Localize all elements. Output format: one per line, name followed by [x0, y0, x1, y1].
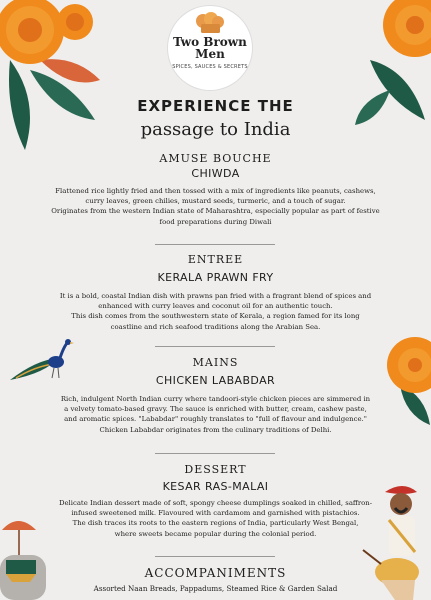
description-line: It is a bold, coastal Indian dish with prawns pan fried with a fragrant blend of spices and — [59, 292, 372, 300]
dish-description-chicken-lababdar — [14, 394, 417, 435]
description-line: The dish traces its roots to the eastern regions of India, particularly West Bengal, — [72, 519, 359, 528]
description-line: Delicate Indian dessert made of soft, spongy cheese dumplings soaked in chilled, saffron- — [58, 499, 373, 507]
brand-logo — [168, 6, 252, 90]
section-divider — [155, 346, 275, 347]
brand-name — [168, 36, 252, 60]
course-title-mains: MAINS — [192, 356, 239, 369]
brand-name-line1: Two Brown — [173, 35, 247, 49]
dish-description-kesar-ras-malai — [14, 498, 417, 539]
brand-name-line2: Men — [195, 47, 225, 61]
section-divider — [155, 453, 275, 454]
accompaniments-text: Assorted Naan Breads, Pappadums, Steamed Rice & Garden Salad — [93, 584, 338, 593]
dish-name-kesar-ras-malai: KESAR RAS-MALAI — [162, 480, 269, 493]
course-title-amuse-bouche: AMUSE BOUCHE — [159, 152, 272, 165]
accompaniments-title: ACCOMPANIMENTS — [144, 566, 287, 580]
course-title-entree: ENTREE — [187, 253, 244, 266]
section-divider — [155, 556, 275, 557]
header-line2: passage to India — [140, 119, 291, 140]
dish-description-chiwda — [14, 186, 417, 227]
header-line1: EXPERIENCE THE — [137, 97, 294, 115]
description-line: Rich, indulgent North Indian curry where tandoori-style chicken pieces are simmered in — [60, 395, 371, 403]
description-line: a velvety tomato-based gravy. The sauce is enriched with butter, cream, cashew paste, — [64, 405, 367, 414]
description-line: and aromatic spices. "Lababdar" roughly translates to "full of flavour and indulgence." — [64, 415, 367, 424]
chef-hat-icon — [194, 12, 226, 34]
dish-name-kerala-prawn-fry: KERALA PRAWN FRY — [157, 271, 274, 284]
description-line: curry leaves, green chilies, mustard seeds, turmeric, and a touch of sugar. — [85, 197, 346, 206]
description-line: where sweets became popular during the colonial period. — [114, 529, 317, 538]
dish-name-chiwda: CHIWDA — [191, 167, 240, 180]
description-line: This dish comes from the southwestern state of Kerala, a region famed for its long — [71, 312, 360, 321]
brand-tagline: SPICES, SAUCES & SECRETS — [172, 64, 248, 70]
section-divider — [155, 244, 275, 245]
description-line: food preparations during Diwali — [159, 217, 272, 226]
description-line: coastline and rich seafood traditions along the Arabian Sea. — [110, 322, 321, 331]
description-line: infused sweetened milk. Flavoured with cardamom and garnished with pistachios. — [71, 509, 360, 518]
description-line: Chicken Lababdar originates from the culinary traditions of Delhi. — [99, 425, 332, 434]
course-title-dessert: DESSERT — [184, 463, 247, 476]
description-line: Originates from the western Indian state of Maharashtra, especially popular as part of festive — [51, 207, 380, 216]
description-line: Flattened rice lightly fried and then tossed with a mix of ingredients like peanuts, cashews, — [55, 187, 376, 195]
dish-name-chicken-lababdar: CHICKEN LABABDAR — [155, 374, 276, 387]
dish-description-kerala-prawn-fry — [14, 291, 417, 332]
description-line: enhanced with curry leaves and coconut oil for an authentic touch. — [98, 302, 333, 311]
